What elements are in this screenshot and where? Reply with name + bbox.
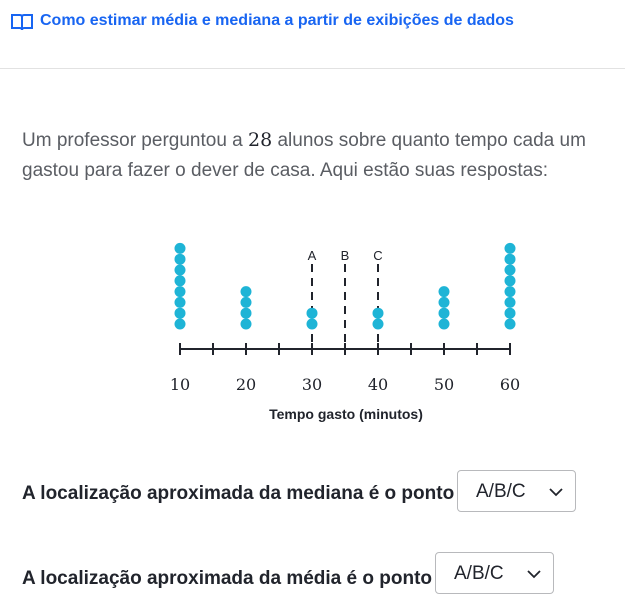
data-dot: [175, 297, 186, 308]
book-icon: [10, 13, 34, 31]
data-dot: [505, 286, 516, 297]
data-dot: [505, 265, 516, 276]
data-dot: [505, 243, 516, 254]
x-tick-label: 40: [367, 375, 389, 394]
data-dot: [241, 308, 252, 319]
data-dot: [373, 319, 384, 330]
data-dot: [439, 308, 450, 319]
chevron-down-icon: [549, 487, 563, 497]
mean-dropdown[interactable]: [435, 552, 554, 594]
data-dot: [241, 297, 252, 308]
chevron-down-icon: [527, 569, 541, 579]
data-dot: [175, 275, 186, 286]
marker-a-label: A: [307, 248, 317, 263]
mean-question: A localização aproximada da média é o ponto: [22, 568, 433, 589]
data-dot: [241, 319, 252, 330]
page-header: [0, 0, 625, 69]
intro-text-2: alunos sobre quanto tempo cada um gastou para fazer o dever de casa. Aqui estão suas respostas:: [22, 130, 586, 181]
marker-c-label: C: [373, 248, 383, 263]
x-tick-label: 60: [499, 375, 521, 394]
data-dot: [175, 265, 186, 276]
data-dot: [505, 254, 516, 265]
x-tick-label: 50: [433, 375, 455, 394]
mean-dropdown-value: A/B/C: [454, 563, 504, 584]
data-dot: [241, 286, 252, 297]
data-dot: [307, 319, 318, 330]
data-dot: [373, 308, 384, 319]
dot-plot: [0, 218, 625, 433]
data-dot: [175, 286, 186, 297]
data-dot: [505, 275, 516, 286]
x-tick-label: 10: [169, 375, 191, 394]
data-dot: [175, 254, 186, 265]
data-dot: [175, 319, 186, 330]
x-axis-label: Tempo gasto (minutos): [269, 406, 423, 422]
problem-statement: [22, 125, 620, 186]
data-dot: [505, 319, 516, 330]
median-dropdown[interactable]: [457, 470, 576, 512]
data-dot: [307, 308, 318, 319]
data-dot: [175, 308, 186, 319]
data-dot: [505, 308, 516, 319]
data-dot: [505, 297, 516, 308]
student-count: 28: [248, 129, 273, 151]
intro-text-1: Um professor perguntou a: [22, 130, 249, 151]
marker-b-label: B: [340, 248, 350, 263]
data-dot: [439, 286, 450, 297]
median-question: A localização aproximada da mediana é o ponto: [22, 483, 455, 504]
data-dot: [175, 243, 186, 254]
page-title[interactable]: Como estimar média e mediana a partir de exibições de dados: [40, 12, 514, 29]
median-dropdown-value: A/B/C: [476, 481, 526, 502]
data-dot: [439, 297, 450, 308]
x-tick-label: 30: [301, 375, 323, 394]
x-tick-label: 20: [235, 375, 257, 394]
data-dot: [439, 319, 450, 330]
